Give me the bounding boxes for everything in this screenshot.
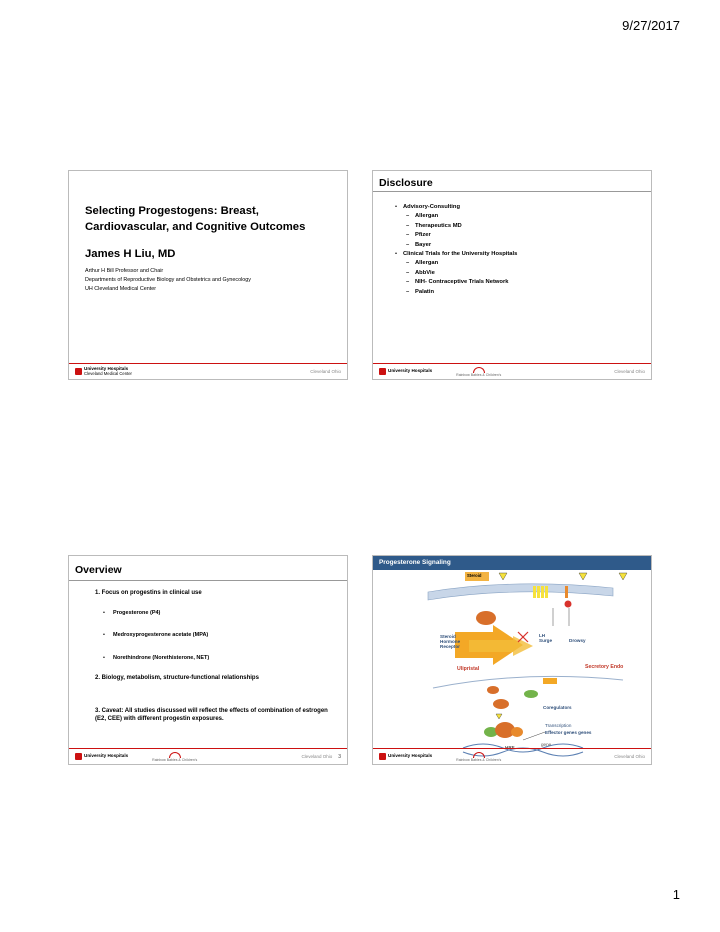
receptor-label: Steroid Hormone Receptor (440, 634, 461, 649)
slide-footer (373, 363, 651, 379)
rainbow-logo-text: Rainbow Babies & Children's (152, 757, 198, 762)
list-item: – Bayer (415, 241, 517, 250)
list-item: – Allergan (415, 259, 517, 268)
hospital-name: University Hospitals (84, 365, 129, 371)
rainbow-logo (456, 367, 501, 377)
hormone-triangle-icon (499, 573, 507, 580)
slide-disclosure (372, 170, 652, 380)
slide-overview (68, 555, 348, 765)
hospital-sub: Cleveland Medical Center (84, 370, 132, 376)
effector-genes-label: Effector genes genes (545, 730, 592, 735)
slide-heading: Disclosure (379, 177, 433, 189)
footer-city: Cleveland Ohio (614, 754, 645, 759)
page-date: 9/27/2017 (622, 18, 680, 33)
overview-subitem: • Progesterone (P4) (113, 610, 160, 616)
list-item: – AbbVie (415, 269, 517, 278)
slide-footer (373, 748, 651, 764)
overview-item: 3. Caveat: All studies discussed will reflect the effects of combination of estrogen (E2, CEE) with different progestin exposures. (95, 708, 328, 723)
hospital-name: University Hospitals (84, 753, 129, 759)
hospital-logo-icon (379, 753, 386, 760)
gene-label: gene (541, 742, 552, 747)
divider (373, 191, 651, 192)
list-item: • Advisory-Consulting – Allergan – Therapeutics MD – Pfizer – Bayer (403, 203, 517, 250)
hospital-logo (75, 753, 128, 760)
hormone-triangle-icon (496, 714, 502, 719)
affiliation-line: UH Cleveland Medical Center (85, 286, 157, 293)
receptor-dimer (487, 686, 499, 694)
list-item: – Therapeutics MD (415, 222, 517, 231)
speaker-name: James H Liu, MD (85, 248, 176, 260)
slide-footer (69, 363, 347, 379)
hormone-triangle-icon (619, 573, 627, 580)
hospital-name: University Hospitals (388, 368, 433, 374)
footer-city: Cleveland Ohio (310, 369, 341, 374)
rainbow-logo-text: Rainbow Babies & Children's (456, 372, 502, 377)
coregulator-protein (524, 690, 538, 698)
overview-item: 1. Focus on progestins in clinical use (95, 590, 202, 596)
hospital-logo (379, 753, 432, 760)
lh-surge-label: LH Surge (539, 633, 553, 643)
list-item: • Clinical Trials for the University Hospitals – Allergan – AbbVie – NIH- Contraceptive Trials Network – Palatin (403, 250, 517, 297)
ulipristal-label: Ulipristal (457, 666, 480, 672)
rainbow-logo (456, 752, 501, 762)
hospital-logo (75, 367, 132, 376)
slide-number: 3 (338, 753, 341, 760)
steroid-label: Steroid (467, 573, 482, 578)
list-item: – Palatin (415, 288, 517, 297)
slide-heading: Overview (75, 564, 122, 576)
hospital-logo (379, 368, 432, 375)
affiliation-line: Departments of Reproductive Biology and Obstetrics and Gynecology (85, 277, 251, 284)
slide-heading: Progesterone Signaling (379, 559, 451, 566)
secretory-endo-label: Secretory Endo (585, 664, 624, 670)
transcription-complex (511, 727, 523, 737)
presentation-title: Selecting Progestogens: Breast, Cardiovascular, and Cognitive Outcomes (85, 205, 306, 234)
speaker-affiliations (85, 267, 251, 295)
footer-city: Cleveland Ohio (614, 369, 645, 374)
hormone-triangle-icon (579, 573, 587, 580)
transcription-label: Transcription (545, 723, 572, 728)
overview-subitem: • Norethindrone (Norethisterone, NET) (113, 655, 209, 661)
rainbow-logo (152, 752, 197, 762)
slide-header-bar (373, 556, 651, 570)
hre-label: HRE (505, 745, 515, 750)
nuclear-envelope (433, 676, 623, 688)
footer-city: Cleveland Ohio (301, 754, 333, 759)
rainbow-logo-text: Rainbow Babies & Children's (456, 757, 502, 762)
list-item: – NIH- Contraceptive Trials Network (415, 278, 517, 287)
coregulators-label: Coregulators (543, 705, 572, 710)
overview-subitem: • Medroxyprogesterone acetate (MPA) (113, 632, 208, 638)
steroid-receptor-protein (476, 611, 496, 625)
hospital-logo-icon (75, 753, 82, 760)
slide-footer (69, 748, 347, 764)
page-number: 1 (672, 887, 680, 902)
list-item: – Allergan (415, 212, 517, 221)
hospital-name: University Hospitals (388, 753, 433, 759)
coregulator-box (543, 678, 557, 684)
divider (69, 580, 347, 581)
drowsy-label: Drowsy (569, 638, 586, 643)
receptor-dimer (493, 699, 509, 709)
affiliation-line: Arthur H Bill Professor and Chair (85, 268, 164, 274)
hospital-logo-icon (379, 368, 386, 375)
overview-item: 2. Biology, metabolism, structure-functional relationships (95, 675, 259, 681)
cell-membrane (428, 584, 613, 600)
hospital-logo-icon (75, 368, 82, 375)
disclosure-list (403, 203, 517, 297)
slide-title-page (68, 170, 348, 380)
list-item: – Pfizer (415, 231, 517, 240)
slide-progesterone-signaling (372, 555, 652, 765)
